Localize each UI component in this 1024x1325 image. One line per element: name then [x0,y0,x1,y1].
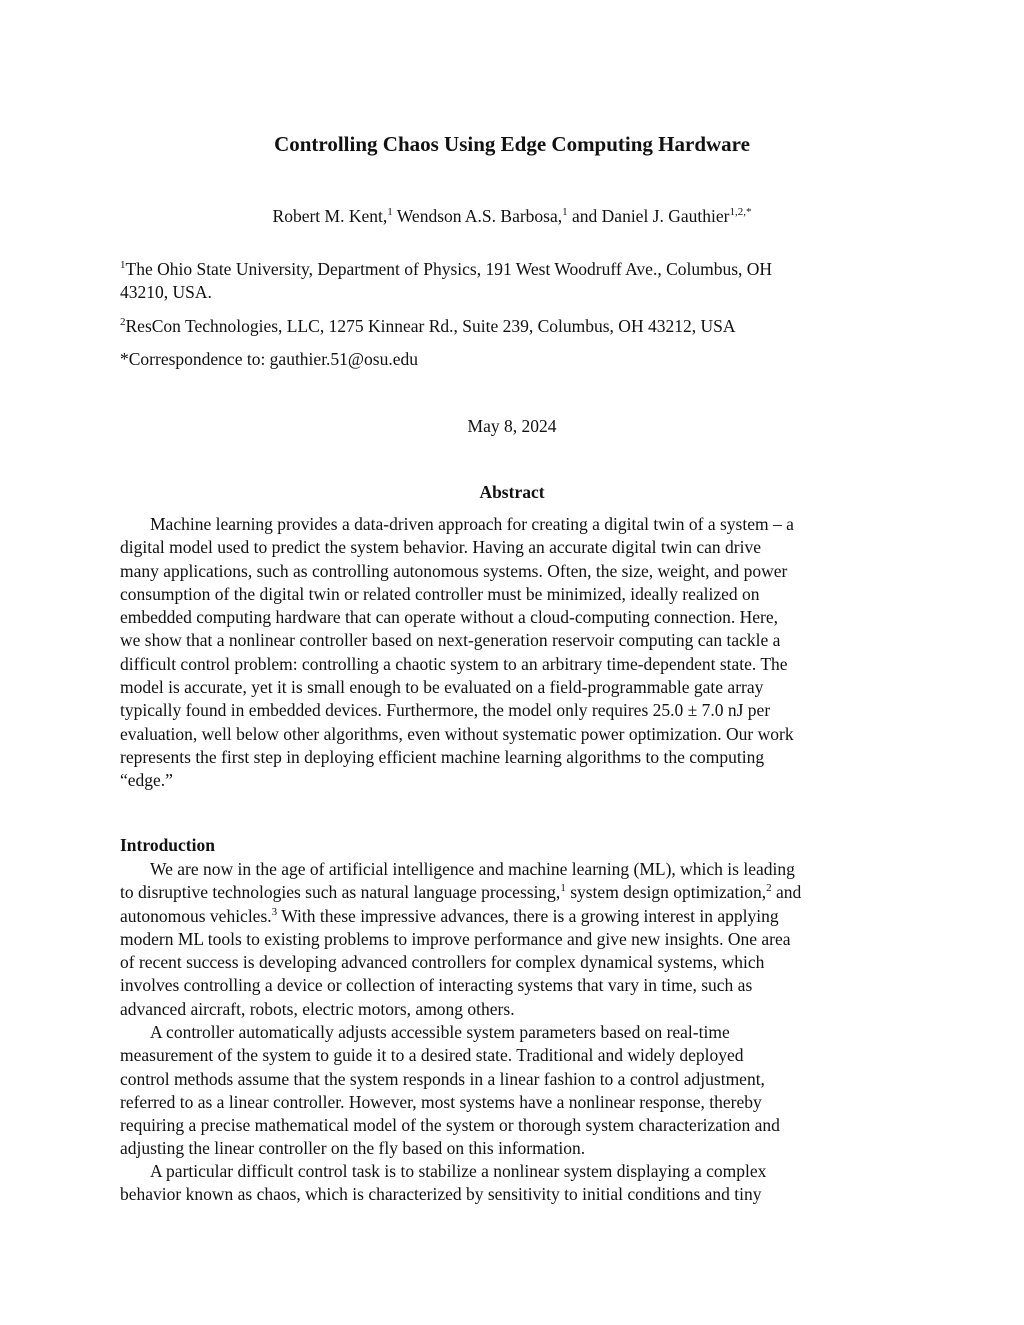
abstract-line: typically found in embedded devices. Furthermore, the model only requires 25.0 ± 7.0 nJ per [120,700,771,721]
author-affiliation-mark: 1 [387,206,393,219]
publication-date: May 8, 2024 [467,416,557,436]
abstract-heading: Abstract [479,482,545,502]
intro-line: involves controlling a device or collection of interacting systems that vary in time, such as [120,975,753,996]
abstract-paragraph [120,513,910,793]
affiliation-text: The Ohio State University, Department of Physics, 191 West Woodruff Ave., Columbus, OH [125,259,773,279]
intro-line: requiring a precise mathematical model of the system or thorough system characterization and [120,1115,780,1136]
abstract-line: “edge.” [120,770,173,791]
intro-line: adjusting the linear controller on the fly based on this information. [120,1138,586,1159]
abstract-line: evaluation, well below other algorithms, even without systematic power optimization. Our work [120,723,794,744]
intro-line: advanced aircraft, robots, electric motors, among others. [120,998,515,1019]
affiliation-text: 43210, USA. [120,282,212,302]
intro-line [120,881,910,904]
intro-line [120,905,910,928]
intro-text: autonomous vehicles. [120,905,272,926]
abstract-line: consumption of the digital twin or related controller must be minimized, ideally realized on [120,583,760,604]
intro-line: control methods assume that the system responds in a linear fashion to a control adjustment, [120,1068,765,1089]
abstract-line: model is accurate, yet it is small enough to be evaluated on a field-programmable gate array [120,677,764,698]
author-affiliation-mark: 1,2,* [729,206,752,219]
affiliation-mark: 1 [120,259,126,272]
citation-mark: 1 [560,882,566,895]
affiliation-text: ResCon Technologies, LLC, 1275 Kinnear Rd., Suite 239, Columbus, OH 43212, USA [125,316,736,336]
intro-text: system design optimization, [565,882,767,903]
affiliation-mark: 2 [120,316,126,329]
intro-text: With these impressive advances, there is a growing interest in applying [277,905,779,926]
intro-line: measurement of the system to guide it to a desired state. Traditional and widely deployed [120,1045,744,1066]
abstract-line: embedded computing hardware that can operate without a cloud-computing connection. Here, [120,607,778,628]
author-list [0,206,1024,227]
abstract-line: digital model used to predict the system behavior. Having an accurate digital twin can drive [120,537,761,558]
intro-line: We are now in the age of artificial intelligence and machine learning (ML), which is leading [150,859,795,879]
introduction-heading: Introduction [120,835,215,855]
author-name: Wendson A.S. Barbosa, [392,206,563,226]
abstract-line: many applications, such as controlling autonomous systems. Often, the size, weight, and power [120,560,788,581]
citation-mark: 2 [766,882,772,895]
intro-text: and [771,882,802,903]
introduction-paragraph-2 [120,1021,910,1161]
author-name: and Daniel J. Gauthier [567,206,730,226]
introduction-paragraph-1 [120,858,910,1021]
intro-line: modern ML tools to existing problems to improve performance and give new insights. One area [120,928,791,949]
introduction-paragraph-3 [120,1160,910,1207]
correspondence-line: *Correspondence to: gauthier.51@osu.edu [120,349,418,369]
affiliation-2 [120,315,910,338]
author-name: Robert M. Kent, [272,206,388,226]
intro-line: A controller automatically adjusts accessible system parameters based on real-time [150,1022,730,1042]
paper-title: Controlling Chaos Using Edge Computing Hardware [274,132,750,156]
intro-text: to disruptive technologies such as natural language processing, [120,882,561,903]
abstract-line: we show that a nonlinear controller based on next-generation reservoir computing can tackle a [120,630,781,651]
abstract-line: represents the first step in deploying efficient machine learning algorithms to the computing [120,746,765,767]
intro-line: of recent success is developing advanced controllers for complex dynamical systems, which [120,952,765,973]
intro-line: referred to as a linear controller. However, most systems have a nonlinear response, thereby [120,1091,762,1112]
author-affiliation-mark: 1 [562,206,568,219]
abstract-line: Machine learning provides a data-driven approach for creating a digital twin of a system – a [150,514,794,534]
citation-mark: 3 [271,905,278,918]
intro-line: behavior known as chaos, which is characterized by sensitivity to initial conditions and tiny [120,1184,762,1205]
affiliation-1 [120,258,910,304]
intro-line: A particular difficult control task is to stabilize a nonlinear system displaying a complex [150,1161,767,1181]
abstract-line: difficult control problem: controlling a chaotic system to an arbitrary time-dependent state. The [120,653,788,674]
